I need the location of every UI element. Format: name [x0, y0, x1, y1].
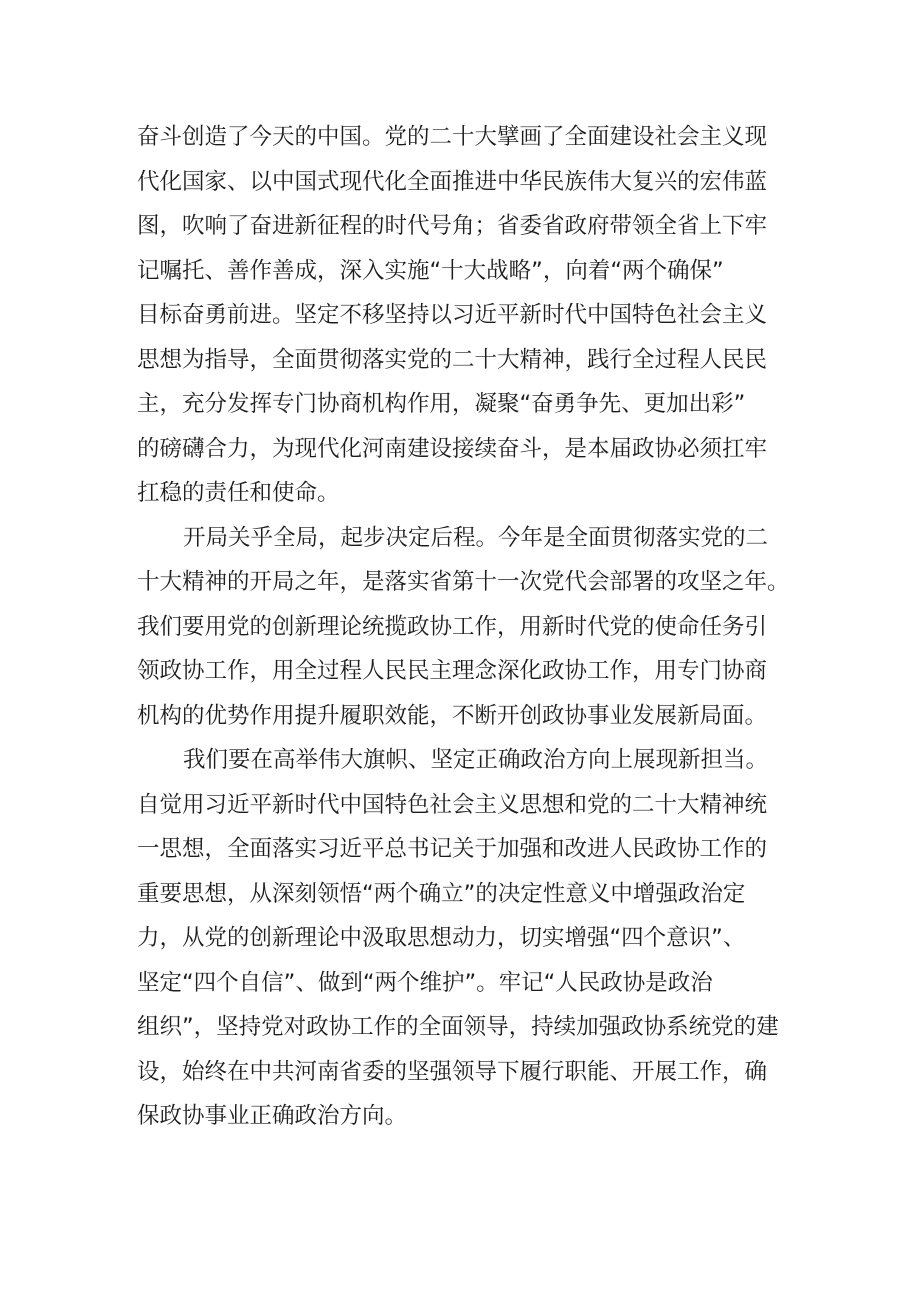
text-line: 记嘱托、善作善成，深入实施“十大战略”，向着“两个确保” [137, 257, 724, 284]
text-line: 自觉用习近平新时代中国特色社会主义思想和党的二十大精神统 [137, 791, 768, 818]
text-line: 组织”，坚持党对政协工作的全面领导，持续加强政协系统党的建 [137, 1014, 779, 1040]
text-line: 力，从党的创新理论中汲取思想动力，切实增强“四个意识”、 [137, 925, 746, 951]
text-line: 图，吹响了奋进新征程的时代号角；省委省政府带领全省上下牢 [137, 213, 768, 239]
text-line: 设，始终在中共河南省委的坚强领导下履行职能、开展工作，确 [137, 1058, 768, 1085]
text-line: 坚定“四个自信”、做到“两个维护”。牢记“人民政协是政治 [137, 969, 713, 996]
paragraph-start-line: 开局关乎全局，起步决定后程。今年是全面贯彻落实党的二 [183, 524, 769, 551]
text-line: 扛稳的责任和使命。 [137, 480, 340, 506]
text-line: 一思想，全面落实习近平总书记关于加强和改进人民政协工作的 [137, 836, 768, 862]
text-line: 领政协工作，用全过程人民民主理念深化政协工作，用专门协商 [137, 658, 768, 684]
text-line: 思想为指导，全面贯彻落实党的二十大精神，践行全过程人民民 [137, 346, 768, 373]
body-text [137, 115, 797, 1139]
text-line: 十大精神的开局之年，是落实省第十一次党代会部署的攻坚之年。 [137, 569, 790, 595]
text-line: 主，充分发挥专门协商机构作用，凝聚“奋勇争先、更加出彩” [137, 391, 746, 417]
text-line: 重要思想，从深刻领悟“两个确立”的决定性意义中增强政治定 [137, 880, 746, 907]
text-line: 的磅礴合力，为现代化河南建设接续奋斗，是本届政协必须扛牢 [137, 435, 768, 462]
paragraph-start-line: 我们要在高举伟大旗帜、坚定正确政治方向上展现新担当。 [183, 747, 769, 773]
text-line: 机构的优势作用提升履职效能，不断开创政协事业发展新局面。 [137, 702, 768, 729]
text-line: 目标奋勇前进。坚定不移坚持以习近平新时代中国特色社会主义 [137, 302, 768, 328]
text-line: 保政协事业正确政治方向。 [137, 1103, 408, 1129]
text-line: 代化国家、以中国式现代化全面推进中华民族伟大复兴的宏伟蓝 [137, 168, 768, 195]
text-line: 奋斗创造了今天的中国。党的二十大擘画了全面建设社会主义现 [137, 124, 768, 150]
text-line: 我们要用党的创新理论统揽政协工作，用新时代党的使命任务引 [137, 613, 768, 640]
